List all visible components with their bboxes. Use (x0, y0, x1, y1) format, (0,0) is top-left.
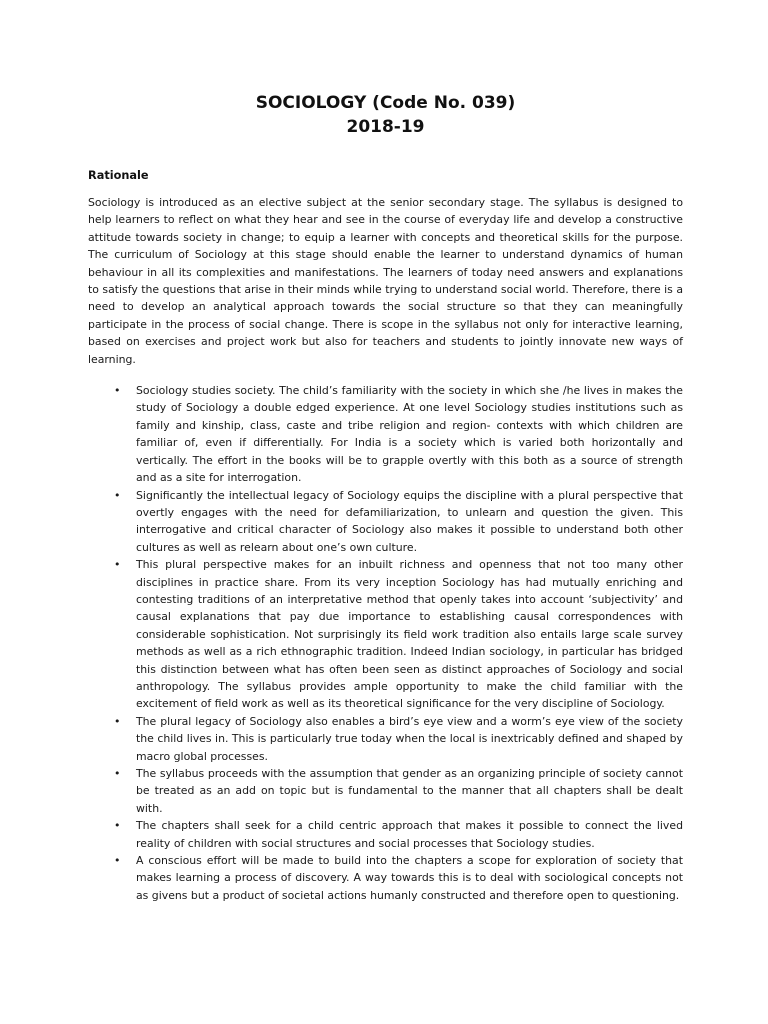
page-year: 2018-19 (346, 117, 425, 137)
list-item (88, 556, 683, 713)
list-item-text: This plural perspective makes for an inbuilt richness and openness that not too many other disciplines in practice share. From its very inception Sociology has had mutually enriching and contesting traditions of an interpretative method that openly takes into account ‘subjectivity’ and causal explanations that pay due importance to establishing causal correspondences with considerable sophistication. Not surprisingly its field work tradition also entails large scale survey methods as well as a rich ethnographic tradition. Indeed Indian sociology, in particular has bridged this distinction between what has often been seen as distinct approaches of Sociology and social anthropology. The syllabus provides ample opportunity to make the child familiar with the excitement of field work as well as its theoretical significance for the very discipline of Sociology. (136, 558, 683, 711)
bullet-icon: • (114, 854, 121, 868)
list-item-text: The syllabus proceeds with the assumption that gender as an organizing principle of society cannot be treated as an add on topic but is fundamental to the manner that all chapters shall be dealt with. (136, 767, 683, 815)
list-item-text: Sociology studies society. The child’s familiarity with the society in which she /he lives in makes the study of Sociology a double edged experience. At one level Sociology studies institutions such as family and kinship, class, caste and tribe religion and region- contexts with which children are familiar of, even if differentially. For India is a society which is varied both horizontally and vertically. The effort in the books will be to grapple overtly with this both as a source of strength and as a site for interrogation. (136, 384, 683, 485)
list-item (88, 487, 683, 557)
section-heading-rationale: Rationale (88, 169, 149, 182)
list-item (88, 817, 683, 852)
bullet-icon: • (114, 767, 121, 780)
bullet-icon: • (114, 558, 121, 572)
bullet-icon: • (114, 384, 121, 398)
bullet-icon: • (114, 819, 121, 833)
bullet-list (88, 382, 683, 904)
list-item-text: The chapters shall seek for a child centric approach that makes it possible to connect the lived reality of children with social structures and social processes that Sociology studies. (136, 819, 683, 850)
list-item (88, 852, 683, 904)
bullet-icon: • (114, 488, 121, 502)
bullet-icon: • (114, 714, 121, 728)
list-item (88, 382, 683, 486)
list-item-text: Significantly the intellectual legacy of Sociology equips the discipline with a plural perspective that overtly engages with the need for defamiliarization, to unlearn and question the given. This interrogative and critical character of Sociology also makes it possible to understand both other cultures as well as relearn about one’s own culture. (136, 488, 683, 554)
list-item (88, 765, 683, 817)
list-item-text: A conscious effort will be made to build into the chapters a scope for exploration of society that makes learning a process of discovery. A way towards this is to deal with sociological concepts not as givens but a product of societal actions humanly constructed and therefore open to questioning. (136, 854, 683, 902)
list-item (88, 713, 683, 765)
intro-paragraph: Sociology is introduced as an elective subject at the senior secondary stage. The syllabus is designed to help learners to reflect on what they hear and see in the course of everyday life and develop a constructive attitude towards society in change; to equip a learner with concepts and theoretical skills for the purpose. The curriculum of Sociology at this stage should enable the learner to understand dynamics of human behaviour in all its complexities and manifestations. The learners of today need answers and explanations to satisfy the questions that arise in their minds while trying to understand social world. Therefore, there is a need to develop an analytical approach towards the social structure so that they can meaningfully participate in the process of social change. There is scope in the syllabus not only for interactive learning, based on exercises and project work but also for teachers and students to jointly innovate new ways of learning. (88, 196, 683, 366)
list-item-text: The plural legacy of Sociology also enables a bird’s eye view and a worm’s eye view of the society the child lives in. This is particularly true today when the local is inextricably defined and shaped by macro global processes. (136, 714, 683, 763)
page-title: SOCIOLOGY (Code No. 039) (255, 93, 516, 113)
